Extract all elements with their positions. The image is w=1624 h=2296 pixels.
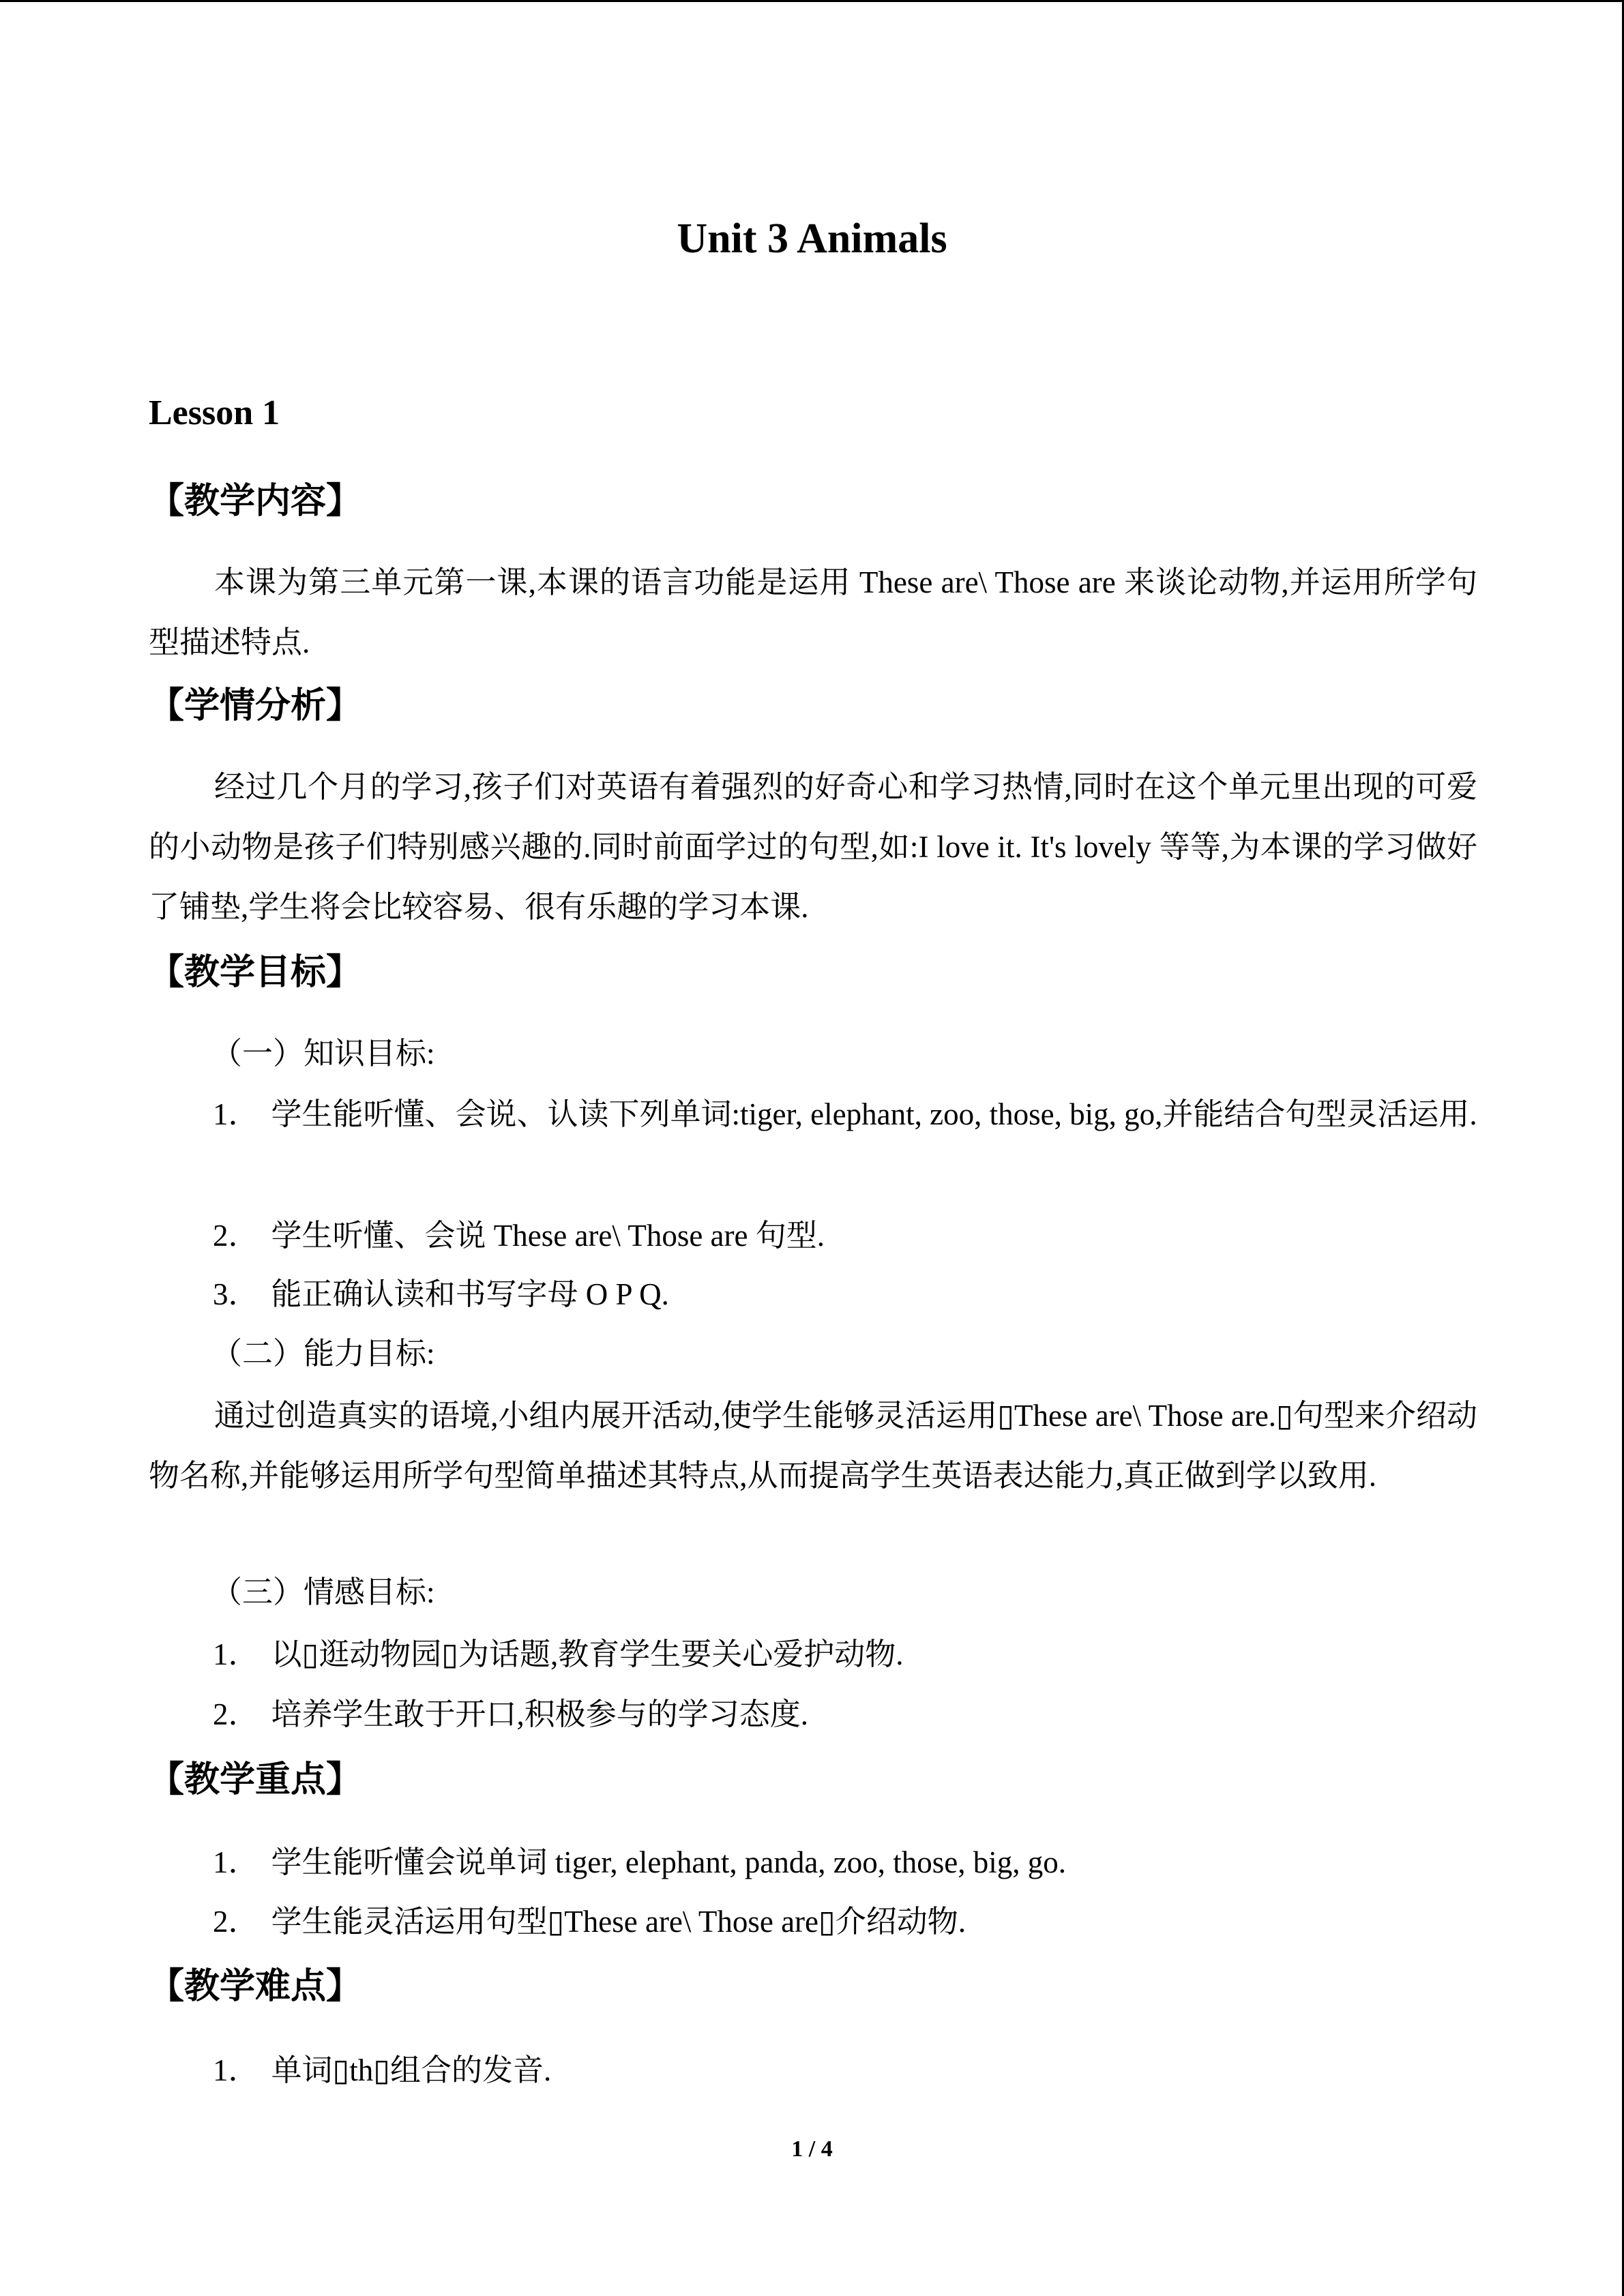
document-title: Unit 3 Animals: [677, 215, 947, 262]
knowledge-objectives-title: （一）知识目标:: [211, 1037, 435, 1071]
list-text: 单词▯th▯组合的发音.: [271, 2053, 552, 2087]
page-border-top: [0, 0, 1624, 2]
content-paragraph: 本课为第三单元第一课,本课的语言功能是运用 These are\ Those are 来谈论动物,并运用所学句型描述特点.: [149, 565, 1477, 659]
page-number: 1 / 4: [791, 2136, 833, 2162]
section-heading-objectives: 【教学目标】: [149, 952, 362, 993]
key-point-item-1: [213, 1842, 1066, 1883]
list-text: 培养学生敢于开口,积极参与的学习态度.: [271, 1697, 809, 1731]
emotion-item-2: [213, 1694, 808, 1735]
list-number: 2．: [213, 1905, 259, 1939]
list-number: 1．: [213, 2053, 259, 2087]
list-number: 1．: [213, 1097, 259, 1131]
knowledge-item-3: [213, 1274, 669, 1315]
list-number: 3．: [213, 1277, 259, 1311]
list-text: 学生能听懂会说单词 tiger, elephant, panda, zoo, those, big, go.: [271, 1845, 1067, 1879]
ability-paragraph: 通过创造真实的语境,小组内展开活动,使学生能够灵活运用▯These are\ Those are.▯句型来介绍动物名称,并能够运用所学句型简单描述其特点,从而提高学生英语表达能力,真正做到学以致用.: [149, 1399, 1477, 1493]
section-heading-difficulties: 【教学难点】: [149, 1966, 362, 2007]
knowledge-item-1: [149, 1084, 1477, 1144]
list-text: 学生能灵活运用句型▯These are\ Those are▯介绍动物.: [271, 1905, 966, 1939]
ability-objectives-title: （二）能力目标:: [211, 1337, 435, 1371]
list-text: 学生听懂、会说 These are\ Those are 句型.: [271, 1219, 825, 1253]
list-text: 以▯逛动物园▯为话题,教育学生要关心爱护动物.: [271, 1637, 904, 1671]
knowledge-item-2: [213, 1215, 825, 1256]
list-number: 2．: [213, 1219, 259, 1253]
list-text: 能正确认读和书写字母 O P Q.: [271, 1277, 669, 1311]
list-text: 学生能听懂、会说、认读下列单词:tiger, elephant, zoo, those, big, go,并能结合句型灵活运用.: [271, 1097, 1477, 1131]
list-number: 1．: [213, 1845, 259, 1879]
section-heading-content: 【教学内容】: [149, 481, 362, 522]
section-heading-analysis: 【学情分析】: [149, 685, 362, 726]
lesson-heading: Lesson 1: [149, 393, 280, 432]
difficulty-item-1: [213, 2050, 551, 2091]
key-point-item-2: [213, 1901, 966, 1942]
analysis-paragraph: 经过几个月的学习,孩子们对英语有着强烈的好奇心和学习热情,同时在这个单元里出现的可爱的小动物是孩子们特别感兴趣的.同时前面学过的句型,如:I love it. It's lovely 等等,为本课的学习做好了铺垫,学生将会比较容易、很有乐趣的学习本课.: [149, 770, 1477, 924]
list-number: 1．: [213, 1637, 259, 1671]
emotion-objectives-title: （三）情感目标:: [211, 1575, 435, 1609]
emotion-item-1: [213, 1634, 904, 1675]
list-number: 2．: [213, 1697, 259, 1731]
section-heading-key-points: 【教学重点】: [149, 1759, 362, 1800]
